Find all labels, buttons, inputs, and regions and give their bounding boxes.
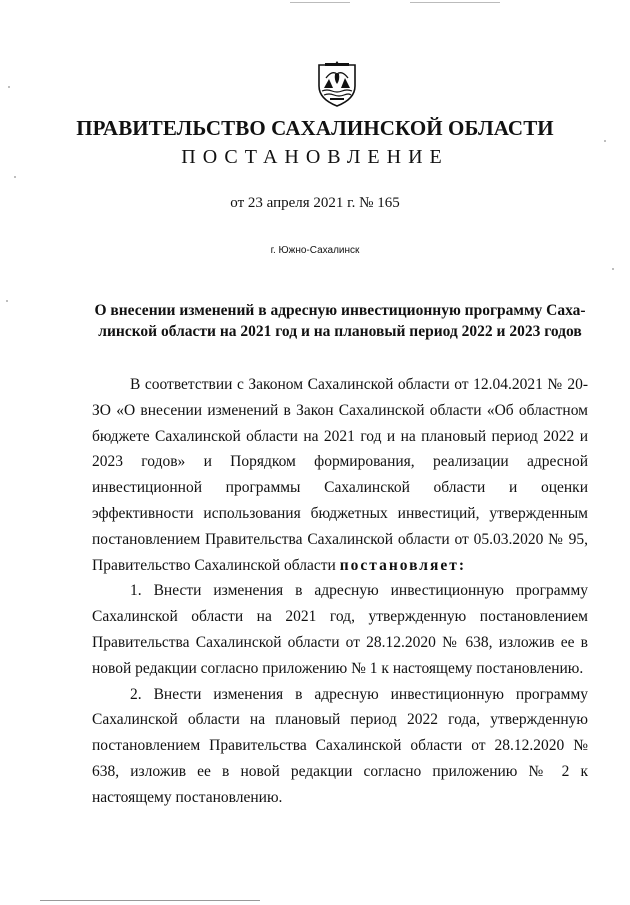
subject-line: О внесении изменений в адресную инвестиционную программу Саха- xyxy=(94,302,586,319)
document-type: ПОСТАНОВЛЕНИЕ xyxy=(181,146,449,168)
scan-speck xyxy=(6,300,8,302)
document-date-number: от 23 апреля 2021 г. № 165 xyxy=(230,195,400,211)
scan-speck xyxy=(8,86,10,88)
scan-artifact-line xyxy=(290,2,350,3)
resolution-item-1: 1. Внести изменения в адресную инвестиционную программу Сахалинской области на 2021 год, утвержденную постановлением Правительства Сахалинской области от 28.12.2020 № 638, изложив ее в новой редакции согласно приложению № 1 к настоящему постановлению. xyxy=(92,582,588,677)
government-title: ПРАВИТЕЛЬСТВО САХАЛИНСКОЙ ОБЛАСТИ xyxy=(76,116,554,140)
sakhalin-coat-of-arms-icon xyxy=(316,58,358,108)
document-city: г. Южно-Сахалинск xyxy=(270,245,360,256)
scan-speck xyxy=(14,176,16,178)
document-subject xyxy=(90,300,590,342)
scan-speck xyxy=(612,268,614,270)
intro-text: В соответствии с Законом Сахалинской области от 12.04.2021 № 20-ЗО «О внесении изменений в Закон Сахалинской области «Об областном бюджете Сахалинской области на 2021 год и на плановый период 2022 и 2023 годов» и Порядком формирования, реализации адресной инвестиционной программы Сахалинской области и оценки эффективности использования бюджетных инвестиций, утвержденным постановлением Правительства Сахалинской области от 05.03.2020 № 95, Правительство Сахалинской области xyxy=(92,376,588,574)
intro-paragraph xyxy=(92,372,588,578)
resolves-keyword: постановляет: xyxy=(339,556,467,574)
document-body xyxy=(92,372,588,811)
scan-artifact-line xyxy=(40,900,260,901)
scan-artifact-line xyxy=(410,2,500,3)
resolution-item-2: 2. Внести изменения в адресную инвестиционную программу Сахалинской области на плановый период 2022 года, утвержденную постановлением Правительства Сахалинской области от 28.12.2020 № 638, изложив ее в новой редакции согласно приложению № 2 к настоящему постановлению. xyxy=(92,685,588,806)
subject-line: линской области на 2021 год и на плановый период 2022 и 2023 годов xyxy=(98,323,582,340)
